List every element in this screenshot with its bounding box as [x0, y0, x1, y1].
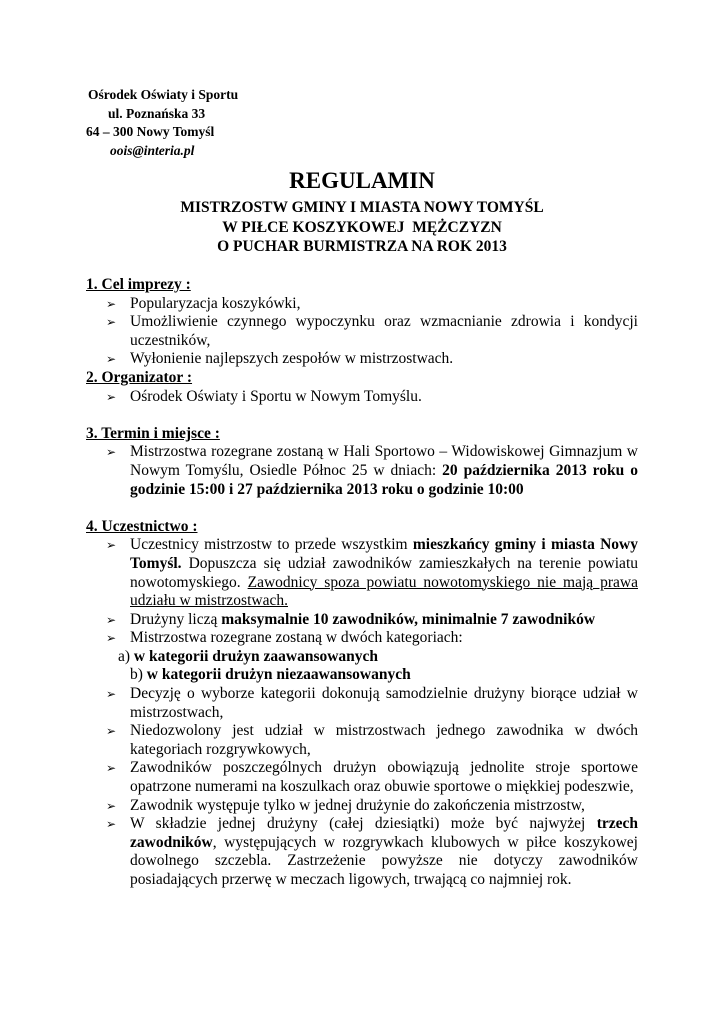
sender-address	[86, 86, 238, 160]
list-item: ➢ Ośrodek Oświaty i Sportu w Nowym Tomyślu.	[106, 387, 422, 405]
list-item: ➢ Drużyny liczą maksymalnie 10 zawodników, minimalnie 7 zawodników	[106, 610, 596, 628]
arrow-bullet-icon: ➢	[106, 724, 117, 739]
document-subtitle	[0, 198, 724, 257]
section-participation	[86, 518, 638, 890]
section-goal	[86, 276, 638, 369]
arrow-bullet-icon: ➢	[106, 817, 117, 832]
section-organizer	[86, 369, 638, 406]
arrow-bullet-icon: ➢	[106, 296, 117, 311]
list-item: ➢ Mistrzostwa rozegrane zostaną w dwóch kategoriach:	[106, 629, 463, 647]
list-item: ➢ Zawodników poszczególnych drużyn obowiązują jednolite stroje sportowe opatrzone numerami na koszulkach oraz obuwie sportowe o miękkiej podeszwie,	[106, 759, 638, 796]
arrow-bullet-icon: ➢	[106, 798, 117, 813]
sender-city: 64 – 300 Nowy Tomyśl	[86, 124, 215, 139]
arrow-bullet-icon: ➢	[106, 445, 117, 460]
list-item: ➢ Decyzję o wyborze kategorii dokonują samodzielnie drużyny biorące udział w mistrzostwach,	[106, 685, 638, 721]
list-item: ➢ W składzie jednej drużyny (całej dziesiątki) może być najwyżej trzech zawodników, występujących w rozgrywkach klubowych w piłce koszykowej dowolnego szczebla. Zastrzeżenie powyższe nie dotyczy zawodników posiadających przerwę w meczach ligowych, trwającą co najmniej rok.	[106, 815, 638, 888]
arrow-bullet-icon: ➢	[106, 631, 117, 646]
section-heading: 3. Termin i miejsce :	[86, 424, 220, 442]
section-heading: 1. Cel imprezy :	[86, 276, 191, 293]
sender-street: ul. Poznańska 33	[108, 105, 206, 121]
list-item: ➢ Zawodnik występuje tylko w jednej drużynie do zakończenia mistrzostw,	[106, 796, 585, 814]
arrow-bullet-icon: ➢	[106, 389, 117, 404]
document-title: REGULAMIN	[289, 168, 435, 193]
list-item: ➢ Umożliwienie czynnego wypoczynku oraz wzmacnianie zdrowia i kondycji uczestników,	[106, 313, 638, 349]
arrow-bullet-icon: ➢	[106, 761, 117, 776]
section-date-place	[86, 425, 638, 499]
sender-name: Ośrodek Oświaty i Sportu	[88, 87, 239, 102]
list-item: ➢ Niedozwolony jest udział w mistrzostwach jednego zawodnika w dwóch kategoriach rozgrywkowych,	[106, 722, 638, 758]
subtitle-line-2: W PIŁCE KOSZYKOWEJ MĘŻCZYZN	[222, 218, 502, 236]
list-item: ➢ Popularyzacja koszykówki,	[106, 294, 301, 312]
arrow-bullet-icon: ➢	[106, 687, 117, 702]
regulation-body	[86, 276, 638, 890]
section-heading: 2. Organizator :	[86, 368, 193, 386]
sender-email: oois@interia.pl	[110, 142, 195, 158]
arrow-bullet-icon: ➢	[106, 352, 117, 367]
list-item: ➢ Uczestnicy mistrzostw to przede wszystkim mieszkańcy gminy i miasta Nowy Tomyśl. Dopuszcza się udział zawodników zamieszkałych na terenie powiatu nowotomyskiego. Zawodnicy spoza powiatu nowotomyskiego nie mają prawa udziału w mistrzostwach.	[106, 536, 639, 610]
list-item: ➢ Mistrzostwa rozegrane zostaną w Hali Sportowo – Widowiskowej Gimnazjum w Nowym Tomyślu, Osiedle Północ 25 w dniach: 20 października 2013 roku o godzinie 15:00 i 27 października 2013 roku o godzinie 10:00	[106, 443, 639, 498]
arrow-bullet-icon: ➢	[106, 612, 117, 627]
category-item-b: b) w kategorii drużyn niezaawansowanych	[130, 666, 411, 684]
subtitle-line-3: O PUCHAR BURMISTRZA NA ROK 2013	[217, 238, 507, 255]
section-heading: 4. Uczestnictwo :	[86, 517, 198, 535]
list-item: ➢ Wyłonienie najlepszych zespołów w mistrzostwach.	[106, 350, 454, 368]
arrow-bullet-icon: ➢	[106, 538, 117, 553]
subtitle-line-1: MISTRZOSTW GMINY I MIASTA NOWY TOMYŚL	[180, 199, 544, 216]
arrow-bullet-icon: ➢	[106, 315, 117, 330]
category-item-a: a) w kategorii drużyn zaawansowanych	[118, 647, 379, 665]
